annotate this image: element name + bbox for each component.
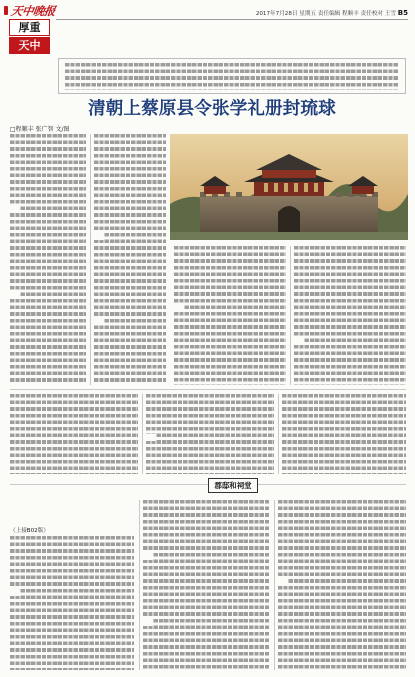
paragraph-break [143, 553, 153, 560]
dateline [150, 9, 408, 17]
header-rule [56, 19, 408, 20]
column-divider [278, 394, 279, 474]
issue-date: 2017年7月28日 [255, 11, 298, 17]
text-column-4 [294, 246, 406, 385]
section-header-bottom: 天中 [9, 37, 50, 54]
text-column-3 [174, 246, 286, 385]
intro-box [58, 58, 406, 94]
paragraph-break [10, 206, 20, 213]
section-subheading: 郡邸和祠堂 [208, 478, 258, 493]
paragraph-break [10, 292, 20, 299]
issue-weekday: 星期五 [299, 11, 317, 17]
paragraph-break [94, 318, 104, 325]
paragraph-break [94, 233, 104, 240]
proofreader-name: 王雪 [384, 11, 396, 17]
column-divider [90, 134, 91, 385]
paragraph-break [278, 579, 288, 586]
text-column-8 [10, 536, 134, 670]
paragraph-break [10, 589, 20, 596]
page-number: B5 [397, 9, 408, 17]
intro-text-block [65, 63, 399, 90]
editor-name: 程顺丰 [342, 11, 359, 17]
section-rule [10, 389, 406, 390]
text-column-6 [146, 394, 274, 474]
column-divider [139, 500, 140, 670]
text-column-7 [282, 394, 406, 474]
text-column-10 [278, 500, 406, 670]
article-byline: □程顺丰 张广智 文/图 [10, 126, 70, 133]
logo-mark [4, 6, 8, 15]
text-column-9 [143, 500, 269, 670]
column-divider [142, 394, 143, 474]
column-divider [274, 500, 275, 670]
column-divider [290, 246, 291, 385]
article-photo-gate [170, 134, 408, 240]
text-column-5 [10, 394, 138, 474]
paragraph-break [146, 434, 156, 441]
section-header-box [9, 19, 50, 54]
gate-tower-illustration [170, 134, 408, 240]
text-column-2 [94, 134, 166, 385]
article-title: 清朝上蔡原县令张学礼册封琉球 [88, 99, 336, 119]
continued-from-note: （上接B02版） [10, 528, 49, 534]
text-column-1 [10, 134, 86, 385]
paragraph-break [174, 303, 184, 310]
paragraph-break [143, 619, 153, 626]
newspaper-logo: 天中晚报 [10, 4, 56, 18]
editor-label: 责任编辑 [317, 11, 341, 17]
paragraph-break [294, 336, 304, 343]
section-header-top: 厚重 [9, 19, 50, 36]
proof-label: 责任校对 [360, 11, 384, 17]
